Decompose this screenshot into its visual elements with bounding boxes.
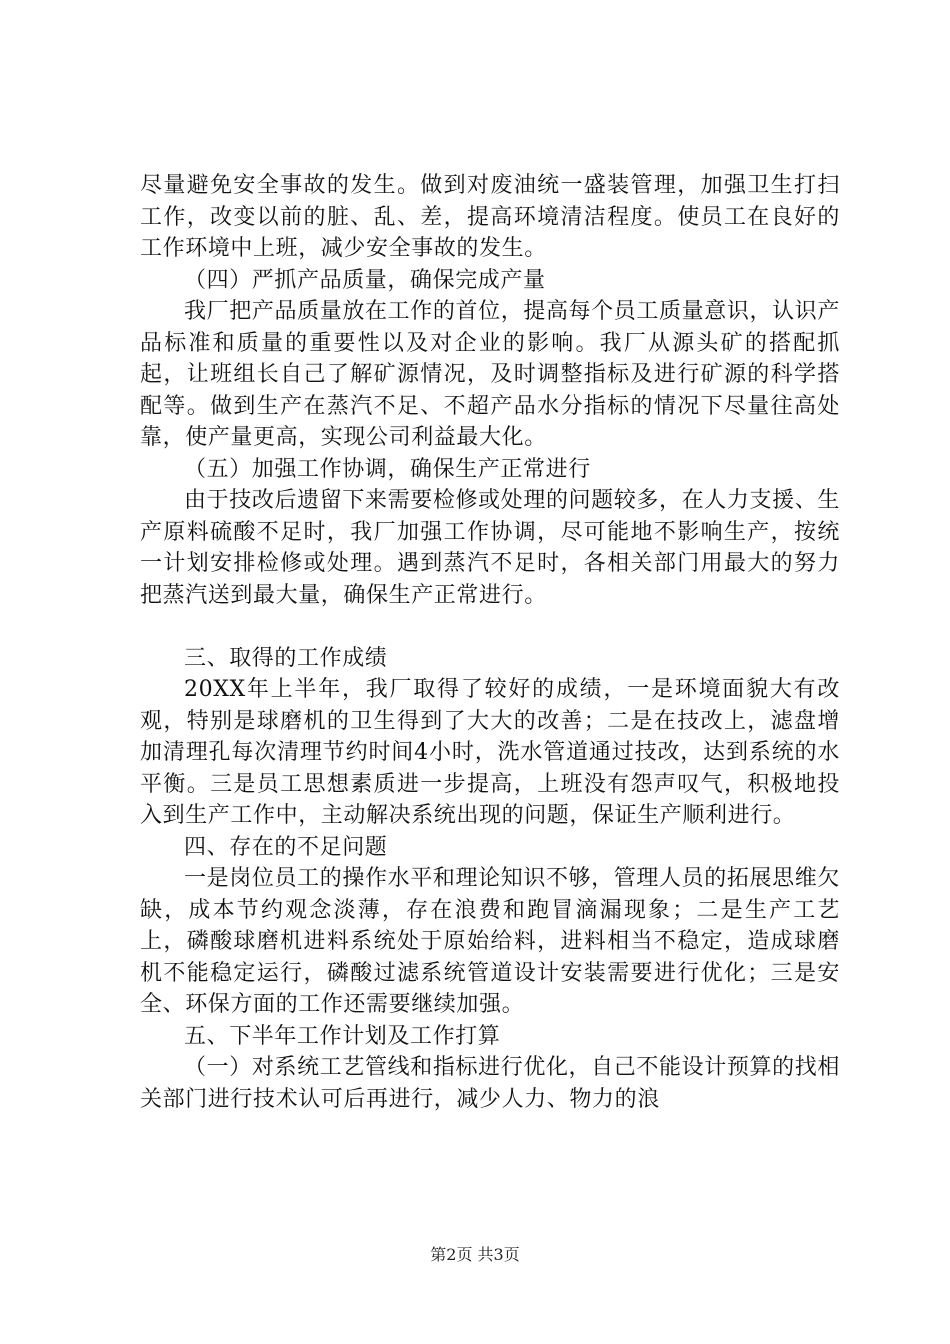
paragraph-product-quality: 我厂把产品质量放在工作的首位，提高每个员工质量意识，认识产品标准和质量的重要性以及对企业的影响。我厂从源头矿的搭配抓起，让班组长自己了解矿源情况，及时调整指标及进行矿源的科学搭配等。做到生产在蒸汽不足、不超产品水分指标的情况下尽量往高处靠，使产量更高，实现公司利益最大化。 bbox=[140, 299, 840, 450]
paragraph-next-half-plan: （一）对系统工艺管线和指标进行优化，自己不能设计预算的找相关部门进行技术认可后再进行，减少人力、物力的浪 bbox=[140, 1055, 840, 1112]
paragraph-achievements: 20XX年上半年，我厂取得了较好的成绩，一是环境面貌大有改观，特别是球磨机的卫生得到了大大的改善；二是在技改上，滤盘增加清理孔每次清理节约时间4小时，洗水管道通过技改，达到系统的水平衡。三是员工思想素质进一步提高，上班没有怨声叹气，积极地投入到生产工作中，主动解决系统出现的问题，保证生产顺利进行。 bbox=[140, 677, 840, 828]
heading-work-coordination: （五）加强工作协调，确保生产正常进行 bbox=[184, 456, 591, 482]
section-heading-next-half-plan: 五、下半年工作计划及工作打算 bbox=[184, 1023, 501, 1049]
paragraph-gap bbox=[140, 611, 840, 643]
section-heading-shortcomings: 四、存在的不足问题 bbox=[184, 834, 388, 860]
section-heading-achievements: 三、取得的工作成绩 bbox=[184, 645, 388, 671]
heading-product-quality: （四）严抓产品质量，确保完成产量 bbox=[184, 267, 546, 293]
paragraph-safety-hygiene: 尽量避免安全事故的发生。做到对废油统一盛装管理，加强卫生打扫工作，改变以前的脏、乱、差，提高环境清洁程度。使员工在良好的工作环境中上班，减少安全事故的发生。 bbox=[140, 173, 840, 261]
document-body bbox=[140, 170, 840, 1115]
paragraph-work-coordination: 由于技改后遗留下来需要检修或处理的问题较多，在人力支援、生产原料硫酸不足时，我厂加强工作协调，尽可能地不影响生产，按统一计划安排检修或处理。遇到蒸汽不足时，各相关部门用最大的努力把蒸汽送到最大量，确保生产正常进行。 bbox=[140, 488, 840, 608]
paragraph-shortcomings: 一是岗位员工的操作水平和理论知识不够，管理人员的拓展思维欠缺，成本节约观念淡薄，存在浪费和跑冒滴漏现象；二是生产工艺上，磷酸球磨机进料系统处于原始给料，进料相当不稳定，造成球磨机不能稳定运行，磷酸过滤系统管道设计安装需要进行优化；三是安全、环保方面的工作还需要继续加强。 bbox=[140, 866, 840, 1017]
page-number-footer: 第2页 共3页 bbox=[430, 1245, 520, 1264]
